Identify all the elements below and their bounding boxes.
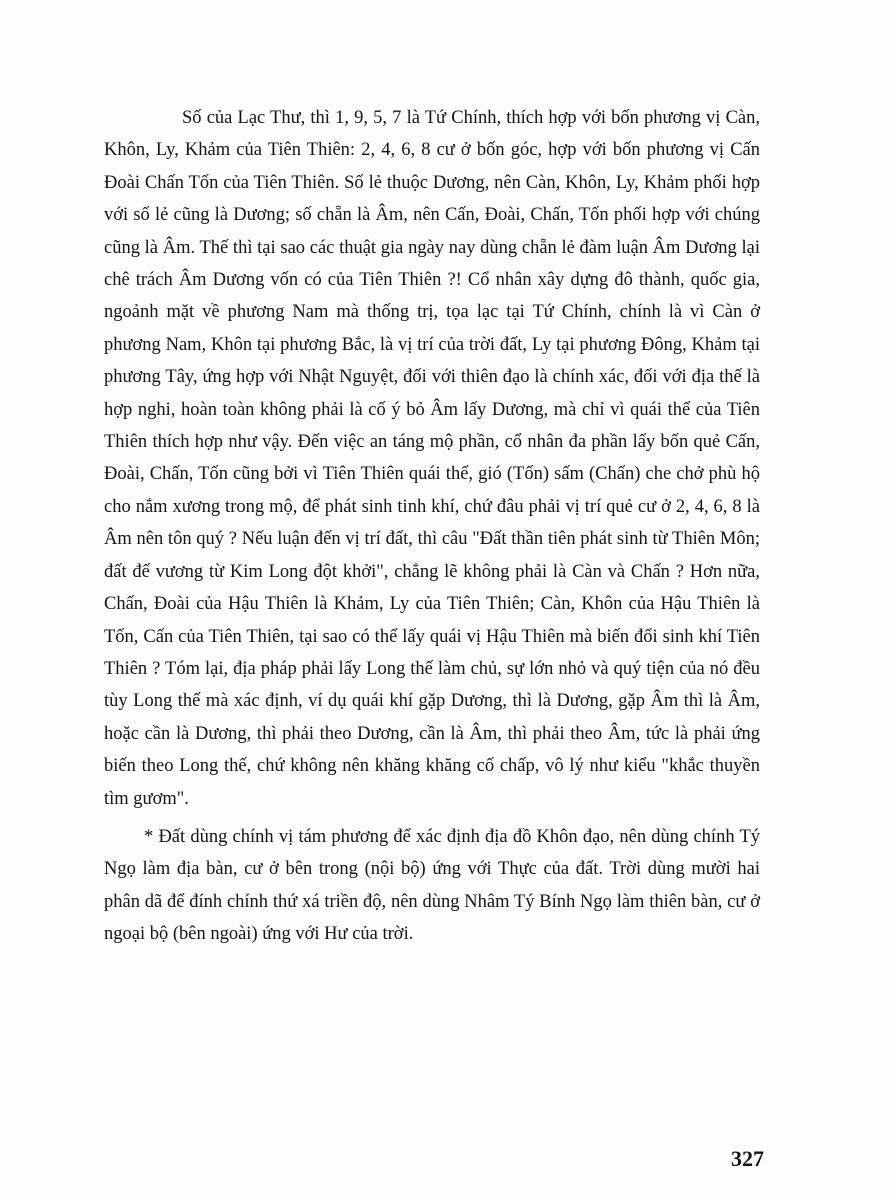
page-body: [104, 102, 760, 951]
main-paragraph: Số của Lạc Thư, thì 1, 9, 5, 7 là Tứ Chính, thích hợp với bốn phương vị Càn, Khôn, Ly, Khảm của Tiên Thiên: 2, 4, 6, 8 cư ở bốn góc, hợp với bốn phương vị Cấn Đoài Chấn Tốn của Tiên Thiên. Số lẻ thuộc Dương, nên Càn, Khôn, Ly, Khảm phối hợp với số lẻ cũng là Dương; số chẵn là Âm, nên Cấn, Đoài, Chấn, Tốn phối hợp với chúng cũng là Âm. Thế thì tại sao các thuật gia ngày nay dùng chẵn lẻ đàm luận Âm Dương lại chê trách Âm Dương vốn có của Tiên Thiên ?! Cổ nhân xây dựng đô thành, quốc gia, ngoảnh mặt về phương Nam mà thống trị, tọa lạc tại Tứ Chính, chính là vì Càn ở phương Nam, Khôn tại phương Bắc, là vị trí của trời đất, Ly tại phương Đông, Khảm tại phương Tây, ứng hợp với Nhật Nguyệt, đối với thiên đạo là chính xác, đối với địa thế là hợp nghi, hoàn toàn không phải là cố ý bỏ Âm lấy Dương, mà chỉ vì quái thể của Tiên Thiên thích hợp như vậy. Đến việc an táng mộ phần, cổ nhân đa phần lấy bốn quẻ Cấn, Đoài, Chấn, Tốn cũng bởi vì Tiên Thiên quái thể, gió (Tốn) sấm (Chấn) che chở phù hộ cho nắm xương trong mộ, để phát sinh tinh khí, chứ đâu phải vị trí quẻ cư ở 2, 4, 6, 8 là Âm nên tôn quý ? Nếu luận đến vị trí đất, thì câu "Đất thần tiên phát sinh từ Thiên Môn; đất đế vương từ Kim Long đột khởi", chẳng lẽ không phải là Càn và Chấn ? Hơn nữa, Chấn, Đoài của Hậu Thiên là Khảm, Ly của Tiên Thiên; Càn, Khôn của Hậu Thiên là Tốn, Cấn của Tiên Thiên, tại sao có thể lấy quái vị Hậu Thiên mà biến đổi sinh khí Tiên Thiên ? Tóm lại, địa pháp phải lấy Long thế làm chủ, sự lớn nhỏ và quý tiện của nó đều tùy Long thế mà xác định, ví dụ quái khí gặp Dương, thì là Dương, gặp Âm thì là Âm, hoặc cần là Dương, thì phải theo Dương, cần là Âm, thì phải theo Âm, tức là phải ứng biến theo Long thế, chứ không nên khăng khăng cố chấp, vô lý như kiểu "khắc thuyền tìm gươm".: [104, 108, 760, 809]
page-number: 327: [731, 1146, 764, 1171]
footnote-paragraph: * Đất dùng chính vị tám phương để xác định địa đồ Khôn đạo, nên dùng chính Tý Ngọ làm địa bàn, cư ở bên trong (nội bộ) ứng với Thực của đất. Trời dùng mười hai phân dã để đính chính thứ xá triền độ, nên dùng Nhâm Tý Bính Ngọ làm thiên bàn, cư ở ngoại bộ (bên ngoài) ứng với Hư của trời.: [104, 826, 760, 945]
